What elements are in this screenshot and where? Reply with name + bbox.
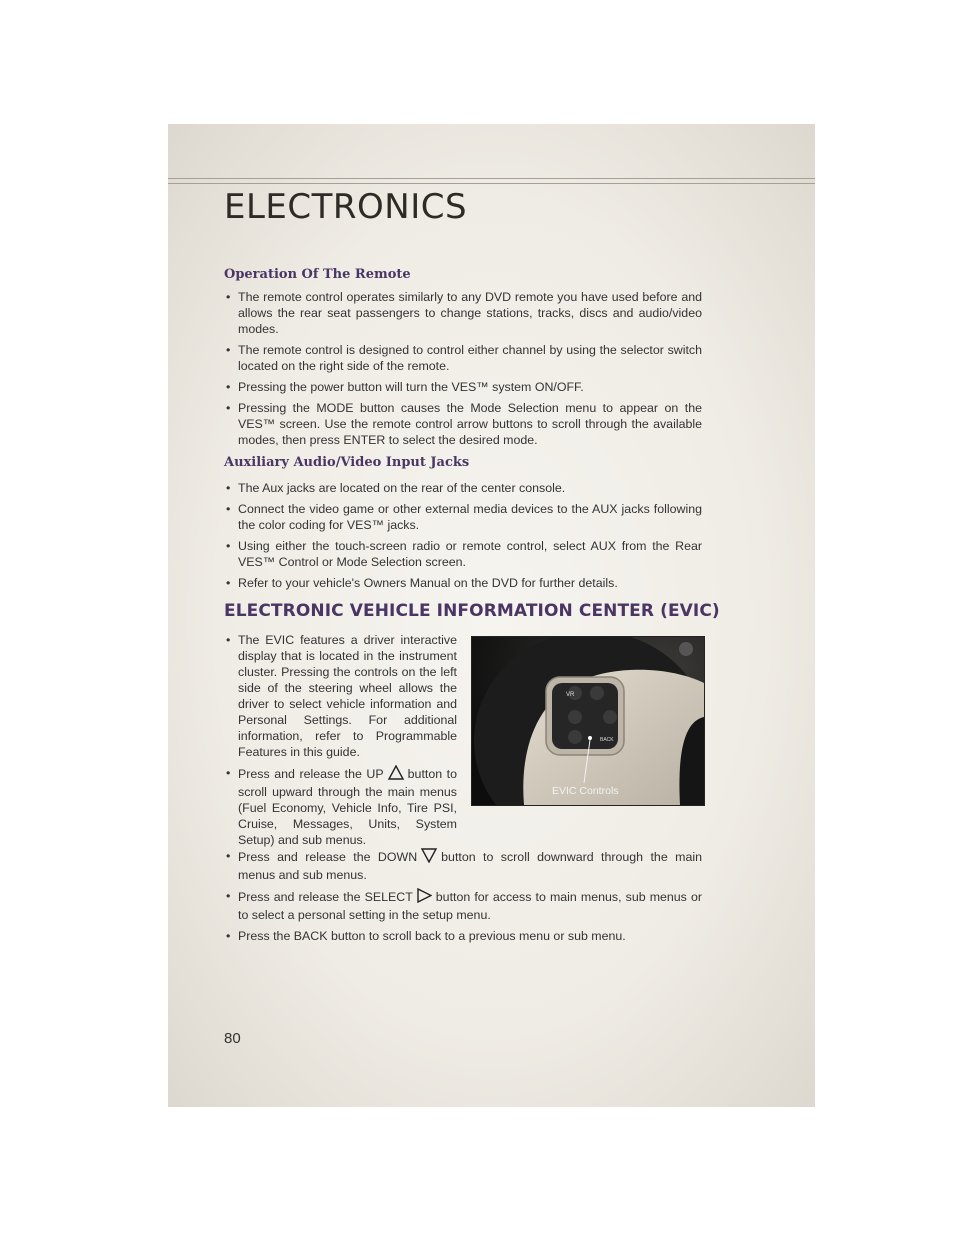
up-text-before: Press and release the UP: [238, 767, 384, 781]
evic-controls-photo: [471, 636, 705, 806]
list-item: • Pressing the power button will turn the VES™ system ON/OFF.: [224, 379, 702, 395]
list-item: • Pressing the MODE button causes the Mode Selection menu to appear on the VES™ screen. Use the remote control arrow buttons to scroll through the available modes, then press ENTER to select the desired mode.: [224, 400, 702, 448]
list-item: [224, 848, 702, 883]
list-item: • Using either the touch-screen radio or remote control, select AUX from the Rear VES™ Control or Mode Selection screen.: [224, 538, 702, 570]
up-text-after: button to scroll upward through the main menus (Fuel Economy, Vehicle Info, Tire PSI, Cruise, Messages, Units, System Setup) and sub menus.: [238, 767, 457, 847]
remote-bullets: [224, 289, 702, 453]
vr-button-label: VR: [566, 692, 575, 698]
list-item: • Connect the video game or other external media devices to the AUX jacks following the color coding for VES™ jacks.: [224, 501, 702, 533]
section-title: ELECTRONICS: [224, 187, 468, 227]
page-number: 80: [224, 1030, 241, 1047]
top-rule: [168, 178, 815, 179]
select-arrow-icon: [417, 888, 432, 907]
down-arrow-icon: [421, 848, 437, 867]
select-text-after: button for access to main menus, sub menus or to select a personal setting in the setup menu.: [238, 890, 702, 922]
list-item: • The remote control is designed to control either channel by using the selector switch located on the right side of the remote.: [224, 342, 702, 374]
back-button-label: BACK: [600, 737, 614, 743]
aux-bullets: [224, 480, 702, 596]
list-item: [224, 765, 457, 848]
list-item: • Refer to your vehicle's Owners Manual on the DVD for further details.: [224, 575, 702, 591]
remote-heading: Operation Of The Remote: [224, 267, 411, 282]
list-item: • The EVIC features a driver interactive display that is located in the instrument cluster. Pressing the controls on the left side of the steering wheel allows the driver to select vehicle information and Personal Settings. For additional information, refer to Programmable Features in this guide.: [224, 632, 457, 760]
down-text-after: button to scroll downward through the main menus and sub menus.: [238, 850, 702, 882]
down-text-before: Press and release the DOWN: [238, 850, 418, 864]
evic-heading: ELECTRONIC VEHICLE INFORMATION CENTER (EVIC): [224, 601, 720, 621]
evic-bullets-wide: [224, 848, 702, 949]
list-item: • Press the BACK button to scroll back to a previous menu or sub menu.: [224, 928, 702, 944]
photo-caption: EVIC Controls: [552, 785, 619, 797]
manual-page: [168, 124, 815, 1107]
select-text-before: Press and release the SELECT: [238, 890, 413, 904]
top-rule-secondary: [168, 183, 815, 184]
list-item: • The Aux jacks are located on the rear of the center console.: [224, 480, 702, 496]
list-item: [224, 888, 702, 923]
up-arrow-icon: [388, 765, 404, 784]
evic-bullets-narrow: [224, 632, 457, 853]
aux-heading: Auxiliary Audio/Video Input Jacks: [224, 455, 470, 470]
steering-wheel-illustration: [472, 637, 704, 805]
list-item: • The remote control operates similarly to any DVD remote you have used before and allows the rear seat passengers to change stations, tracks, discs and audio/video modes.: [224, 289, 702, 337]
